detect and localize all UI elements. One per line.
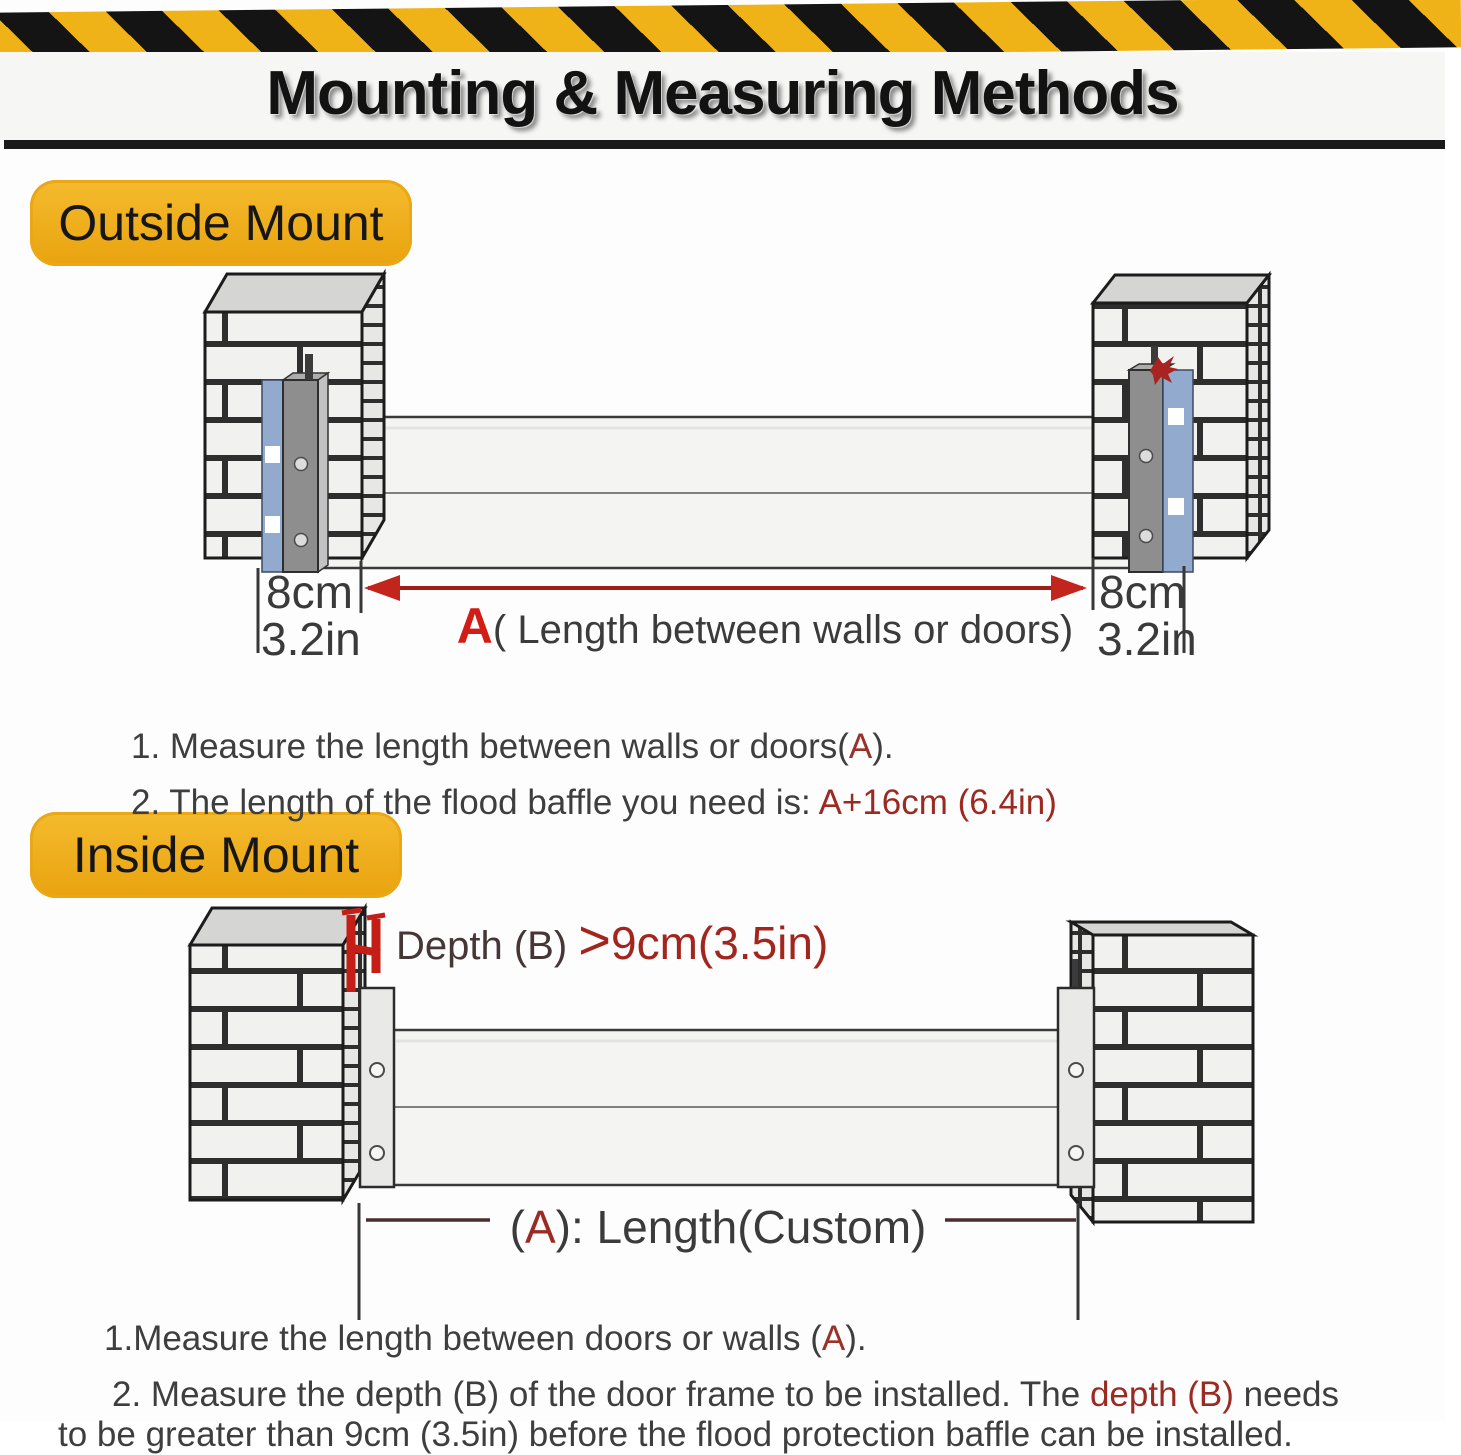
left-wall-pillar [190,908,365,1200]
screw-hole [370,1146,384,1160]
anchor-bolt [305,354,313,380]
inside-instruction-2-line2: to be greater than 9cm (3.5in) before the flood protection baffle can be installed. [58,1415,1293,1454]
page-title: Mounting & Measuring Methods [266,59,1179,128]
right-seal-strip [1163,370,1193,572]
screw-hole [1069,1063,1083,1077]
flood-barrier-panel [320,417,1132,568]
dim-left-cm: 8cm [266,566,353,618]
outside-instruction-1: 1. Measure the length between walls or doors(A). [131,727,894,766]
inside-instruction-1: 1.Measure the length between doors or walls (A). [104,1319,867,1358]
inside-mount-badge [30,812,402,898]
depth-label: Depth (B) >9cm(3.5in) [396,908,829,971]
dim-length-label: A( Length between walls or doors) [456,598,1074,654]
dim-left-in: 3.2in [261,613,361,665]
outside-mount-badge [30,180,412,266]
screw-hole [370,1063,384,1077]
right-wall-pillar [1071,922,1253,1222]
outside-mount-diagram [0,268,1445,698]
inside-mount-diagram [0,895,1445,1325]
outside-instruction-2: 2. The length of the flood baffle you need is: A+16cm (6.4in) [131,783,1057,822]
screw-hole [295,458,308,471]
length-custom-label: (A): Length(Custom) [509,1201,927,1253]
outside-mount-badge-label: Outside Mount [58,195,384,251]
left-bracket-plate [360,988,394,1187]
left-seal-strip [262,380,283,572]
header-divider [4,140,1445,149]
left-mounting-bracket [283,373,328,572]
flood-barrier-panel [393,1030,1060,1185]
inside-mount-badge-label: Inside Mount [72,827,360,883]
screw-hole [295,534,308,547]
dim-right-cm: 8cm [1099,566,1186,618]
inside-instruction-2-line1: 2. Measure the depth (B) of the door frame to be installed. The depth (B) needs [112,1375,1340,1414]
right-bracket-plate [1058,988,1094,1187]
screw-hole [1069,1146,1083,1160]
screw-hole [1140,450,1153,463]
anchor-bolt [1072,959,1078,988]
dim-right-in: 3.2in [1097,613,1197,665]
screw-hole [1140,530,1153,543]
